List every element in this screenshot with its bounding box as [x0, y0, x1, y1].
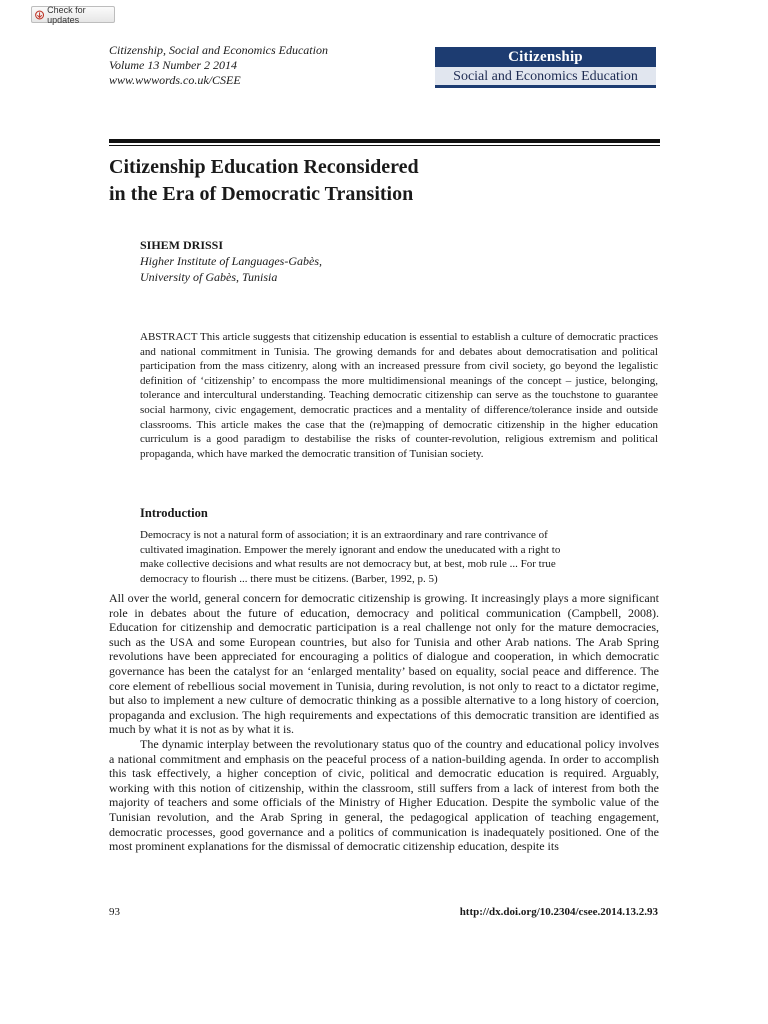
- author-block: [140, 237, 322, 285]
- author-affiliation-2: University of Gabès, Tunisia: [140, 270, 278, 284]
- doi-link[interactable]: http://dx.doi.org/10.2304/csee.2014.13.2.93: [459, 906, 658, 918]
- author-name: SIHEM DRISSI: [140, 238, 224, 252]
- quote-line: democracy to flourish ... there must be citizens. (Barber, 1992, p. 5): [140, 572, 438, 585]
- author-affiliation-1: Higher Institute of Languages-Gabès,: [140, 254, 322, 268]
- header-rule-thin: [109, 145, 660, 146]
- body-paragraph-1: All over the world, general concern for democratic citizenship is growing. It increasingly plays a more significant role in debates about the future of education, democracy and political communication (Campbell, 2008). Education for citizenship and democratic participation is a real challenge not only for the mature democracies, such as the USA and some European countries, but also for Tunisia and other Arab nations. The Arab Spring revolutions have been appreciated for encouraging a politics of dialogue and cooperation, in which democratic governance has been the catalyst for an ‘enlarged mentality’ based on equality, social peace and difference. The core element of rebellious social movement in Tunisia, during revolution, is not only to react to a dictator regime, but also to implement a new culture of democratic thinking as a possible alternative to a long history of coercion, propaganda and exclusion. The high requirements and expectations of this democratic transition are identified as much by what it is not as by what it is.: [109, 591, 659, 737]
- quote-line: make collective decisions and what results are not democracy but, at best, mob rule ... For true: [140, 558, 556, 571]
- journal-info: [109, 43, 328, 88]
- article-title: [109, 154, 419, 208]
- check-updates-label: Check for updates: [47, 4, 86, 25]
- page-number: 93: [109, 906, 120, 918]
- body-text: [109, 591, 659, 854]
- epigraph-quote: [140, 528, 635, 586]
- quote-line: cultivated imagination. Empower the merely ignorant and endow the uneducated with a right to: [140, 543, 561, 556]
- check-for-updates-badge[interactable]: [31, 6, 115, 23]
- abstract: ABSTRACT This article suggests that citizenship education is essential to establish a culture of democratic practices and national commitment in Tunisia. The growing demands for and debates about democratisation and political participation from the mass citizenry, along with an increased pressure from civil society, go beyond the legalistic definition of ‘citizenship’ to encompass the more multidimensional meanings of the concept – justice, belonging, tolerance and intercultural understanding. Teaching democratic citizenship can serve as the touchstone to guarantee social harmony, civic engagement, democratic practices and a mentality of difference/tolerance inside and outside classrooms. This article makes the case that the (re)mapping of democratic citizenship in the higher education curriculum is a good paradigm to destabilise the risks of counter-revolution, religious extremism and political propaganda, which have marked the democratic transition of Tunisian society.: [140, 331, 658, 460]
- check-updates-icon: [35, 10, 44, 20]
- journal-url: www.wwwords.co.uk/CSEE: [109, 73, 241, 87]
- journal-volume: Volume 13 Number 2 2014: [109, 58, 237, 72]
- quote-line: Democracy is not a natural form of association; it is an extraordinary and rare contrivance of: [140, 529, 548, 541]
- journal-logo: [435, 47, 656, 88]
- section-heading-introduction: Introduction: [140, 506, 208, 520]
- title-line-2: in the Era of Democratic Transition: [109, 183, 414, 205]
- body-paragraph-2: The dynamic interplay between the revolutionary status quo of the country and educational policy involves a national commitment and emphasis on the peaceful process of a nation-building agenda. In order to accomplish this task effectively, a higher conception of civic, political and democratic education is required. Arguably, working with this notion of citizenship, within the classroom, still suffers from a lack of interest from both the majority of teachers and some officials of the Ministry of Higher Education. Despite the symbolic value of the Tunisian revolution, and the Arab Spring in general, the pedagogical application of teaching engagement, democratic processes, good governance and a politics of communication is inadequately positioned. One of the most prominent explanations for the dismissal of democratic citizenship education, despite its: [109, 736, 659, 854]
- journal-name: Citizenship, Social and Economics Education: [109, 43, 328, 57]
- logo-citizenship: Citizenship: [435, 47, 656, 67]
- title-line-1: Citizenship Education Reconsidered: [109, 156, 419, 178]
- header-rule-thick: [109, 139, 660, 143]
- logo-subtitle: Social and Economics Education: [435, 67, 656, 88]
